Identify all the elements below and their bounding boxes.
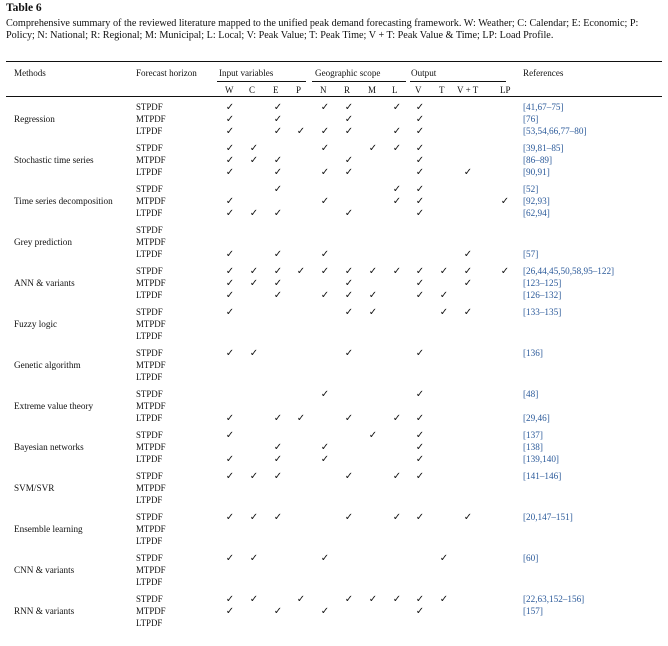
- check-mark-r: ✓: [344, 113, 354, 125]
- check-mark-v: ✓: [415, 125, 425, 137]
- horizon-cell: MTPDF: [136, 195, 166, 206]
- horizon-cell: MTPDF: [136, 523, 166, 534]
- subheader-lp: LP: [500, 85, 511, 95]
- check-mark-l: ✓: [392, 143, 402, 154]
- input-group-rule: [217, 81, 306, 82]
- check-mark-n: ✓: [320, 125, 330, 137]
- horizon-cell: MTPDF: [136, 359, 166, 370]
- horizon-cell: MTPDF: [136, 236, 166, 247]
- subheader-c: C: [249, 85, 256, 95]
- check-mark-e: ✓: [273, 266, 283, 277]
- check-mark-e: ✓: [273, 184, 283, 195]
- check-mark-r: ✓: [344, 266, 354, 277]
- check-mark-n: ✓: [320, 102, 330, 113]
- check-mark-w: ✓: [225, 277, 235, 289]
- subheader-t: T: [439, 85, 445, 95]
- check-mark-m: ✓: [368, 289, 378, 301]
- check-mark-e: ✓: [273, 166, 283, 178]
- horizon-cell: STPDF: [136, 348, 163, 358]
- check-mark-l: ✓: [392, 195, 402, 207]
- check-mark-v: ✓: [415, 594, 425, 605]
- method-name: CNN & variants: [14, 564, 75, 575]
- geo-group-rule: [312, 81, 406, 82]
- check-mark-c: ✓: [249, 512, 259, 523]
- reference-link[interactable]: [39,81–85]: [523, 143, 564, 153]
- check-mark-w: ✓: [225, 594, 235, 605]
- check-mark-w: ✓: [225, 553, 235, 564]
- check-mark-r: ✓: [344, 594, 354, 605]
- header-rule: [6, 96, 662, 97]
- method-name: Genetic algorithm: [14, 359, 81, 370]
- reference-link[interactable]: [137]: [523, 430, 543, 440]
- reference-link[interactable]: [157]: [523, 605, 543, 616]
- check-mark-l: ✓: [392, 102, 402, 113]
- horizon-cell: MTPDF: [136, 154, 166, 165]
- check-mark-w: ✓: [225, 605, 235, 617]
- check-mark-v: ✓: [415, 412, 425, 424]
- check-mark-v: ✓: [415, 289, 425, 301]
- check-mark-r: ✓: [344, 154, 354, 166]
- check-mark-l: ✓: [392, 412, 402, 424]
- horizon-cell: MTPDF: [136, 113, 166, 124]
- reference-link[interactable]: [29,46]: [523, 412, 550, 423]
- subheader-p: P: [296, 85, 302, 95]
- check-mark-t: ✓: [439, 553, 449, 564]
- check-mark-c: ✓: [249, 143, 259, 154]
- check-mark-m: ✓: [368, 266, 378, 277]
- check-mark-v: ✓: [415, 605, 425, 617]
- check-mark-e: ✓: [273, 605, 283, 617]
- check-mark-c: ✓: [249, 277, 259, 289]
- check-mark-w: ✓: [225, 307, 235, 318]
- check-mark-v: ✓: [415, 207, 425, 219]
- check-mark-w: ✓: [225, 207, 235, 219]
- check-mark-v: ✓: [415, 441, 425, 453]
- check-mark-r: ✓: [344, 289, 354, 301]
- check-mark-lp: ✓: [500, 266, 510, 277]
- reference-link[interactable]: [92,93]: [523, 195, 550, 206]
- check-mark-vt: ✓: [463, 166, 473, 178]
- reference-link[interactable]: [57]: [523, 248, 539, 259]
- check-mark-w: ✓: [225, 266, 235, 277]
- check-mark-r: ✓: [344, 412, 354, 424]
- horizon-cell: MTPDF: [136, 277, 166, 288]
- subheader-l: L: [392, 85, 398, 95]
- check-mark-l: ✓: [392, 125, 402, 137]
- check-mark-w: ✓: [225, 348, 235, 359]
- horizon-cell: STPDF: [136, 594, 163, 604]
- check-mark-m: ✓: [368, 430, 378, 441]
- check-mark-t: ✓: [439, 594, 449, 605]
- subheader-v: V: [415, 85, 422, 95]
- method-name: Ensemble learning: [14, 523, 83, 534]
- check-mark-w: ✓: [225, 471, 235, 482]
- check-mark-p: ✓: [296, 266, 306, 277]
- horizon-cell: LTPDF: [136, 576, 163, 587]
- check-mark-v: ✓: [415, 184, 425, 195]
- check-mark-l: ✓: [392, 471, 402, 482]
- horizon-cell: LTPDF: [136, 494, 163, 505]
- reference-link[interactable]: [41,67–75]: [523, 102, 564, 112]
- reference-link[interactable]: [22,63,152–156]: [523, 594, 585, 604]
- reference-link[interactable]: [126–132]: [523, 289, 562, 300]
- horizon-cell: LTPDF: [136, 125, 163, 136]
- horizon-cell: STPDF: [136, 512, 163, 522]
- check-mark-r: ✓: [344, 166, 354, 178]
- check-mark-vt: ✓: [463, 277, 473, 289]
- reference-link[interactable]: [136]: [523, 348, 543, 358]
- check-mark-e: ✓: [273, 412, 283, 424]
- check-mark-vt: ✓: [463, 266, 473, 277]
- header-input-variables: Input variables: [219, 68, 274, 78]
- reference-link[interactable]: [20,147–151]: [523, 512, 573, 522]
- check-mark-r: ✓: [344, 512, 354, 523]
- reference-link[interactable]: [26,44,45,50,58,95–122]: [523, 266, 615, 276]
- check-mark-e: ✓: [273, 248, 283, 260]
- check-mark-r: ✓: [344, 102, 354, 113]
- check-mark-n: ✓: [320, 441, 330, 453]
- check-mark-v: ✓: [415, 154, 425, 166]
- check-mark-w: ✓: [225, 113, 235, 125]
- check-mark-c: ✓: [249, 154, 259, 166]
- header-references: References: [523, 68, 564, 78]
- check-mark-p: ✓: [296, 125, 306, 137]
- reference-link[interactable]: [141–146]: [523, 471, 562, 481]
- check-mark-m: ✓: [368, 594, 378, 605]
- check-mark-e: ✓: [273, 102, 283, 113]
- check-mark-w: ✓: [225, 248, 235, 260]
- check-mark-v: ✓: [415, 113, 425, 125]
- method-name: Regression: [14, 113, 55, 124]
- horizon-cell: MTPDF: [136, 318, 166, 329]
- reference-link[interactable]: [86–89]: [523, 154, 553, 165]
- check-mark-w: ✓: [225, 143, 235, 154]
- check-mark-n: ✓: [320, 289, 330, 301]
- check-mark-v: ✓: [415, 266, 425, 277]
- horizon-cell: LTPDF: [136, 617, 163, 628]
- check-mark-t: ✓: [439, 307, 449, 318]
- horizon-cell: LTPDF: [136, 289, 163, 300]
- check-mark-vt: ✓: [463, 248, 473, 260]
- check-mark-v: ✓: [415, 195, 425, 207]
- check-mark-e: ✓: [273, 289, 283, 301]
- check-mark-vt: ✓: [463, 307, 473, 318]
- check-mark-e: ✓: [273, 207, 283, 219]
- check-mark-v: ✓: [415, 512, 425, 523]
- check-mark-n: ✓: [320, 143, 330, 154]
- method-name: Bayesian networks: [14, 441, 84, 452]
- check-mark-r: ✓: [344, 125, 354, 137]
- reference-link[interactable]: [53,54,66,77–80]: [523, 125, 587, 136]
- horizon-cell: LTPDF: [136, 248, 163, 259]
- check-mark-e: ✓: [273, 471, 283, 482]
- check-mark-r: ✓: [344, 348, 354, 359]
- horizon-cell: STPDF: [136, 102, 163, 112]
- horizon-cell: STPDF: [136, 143, 163, 153]
- subheader-w: W: [225, 85, 234, 95]
- method-name: Grey prediction: [14, 236, 72, 247]
- subheader-r: R: [344, 85, 351, 95]
- horizon-cell: MTPDF: [136, 564, 166, 575]
- method-name: Fuzzy logic: [14, 318, 58, 329]
- check-mark-w: ✓: [225, 453, 235, 465]
- check-mark-vt: ✓: [463, 512, 473, 523]
- output-group-rule: [410, 81, 506, 82]
- header-horizon: Forecast horizon: [136, 68, 197, 78]
- horizon-cell: LTPDF: [136, 453, 163, 464]
- subheader-vt: V + T: [457, 85, 479, 95]
- check-mark-l: ✓: [392, 594, 402, 605]
- check-mark-p: ✓: [296, 594, 306, 605]
- method-name: ANN & variants: [14, 277, 75, 288]
- header-geographic-scope: Geographic scope: [315, 68, 381, 78]
- check-mark-v: ✓: [415, 471, 425, 482]
- check-mark-w: ✓: [225, 512, 235, 523]
- reference-link[interactable]: [60]: [523, 553, 539, 563]
- check-mark-r: ✓: [344, 471, 354, 482]
- check-mark-m: ✓: [368, 143, 378, 154]
- check-mark-w: ✓: [225, 154, 235, 166]
- subheader-e: E: [273, 85, 279, 95]
- check-mark-v: ✓: [415, 348, 425, 359]
- subheader-n: N: [320, 85, 327, 95]
- reference-link[interactable]: [123–125]: [523, 277, 562, 288]
- check-mark-e: ✓: [273, 125, 283, 137]
- horizon-cell: STPDF: [136, 266, 163, 276]
- horizon-cell: MTPDF: [136, 441, 166, 452]
- check-mark-r: ✓: [344, 277, 354, 289]
- horizon-cell: STPDF: [136, 225, 163, 235]
- check-mark-c: ✓: [249, 471, 259, 482]
- check-mark-t: ✓: [439, 289, 449, 301]
- reference-link[interactable]: [52]: [523, 184, 539, 194]
- check-mark-m: ✓: [368, 307, 378, 318]
- check-mark-n: ✓: [320, 605, 330, 617]
- check-mark-w: ✓: [225, 289, 235, 301]
- reference-link[interactable]: [62,94]: [523, 207, 550, 218]
- check-mark-n: ✓: [320, 453, 330, 465]
- check-mark-e: ✓: [273, 154, 283, 166]
- check-mark-w: ✓: [225, 430, 235, 441]
- horizon-cell: MTPDF: [136, 605, 166, 616]
- check-mark-c: ✓: [249, 553, 259, 564]
- check-mark-n: ✓: [320, 248, 330, 260]
- table-label: Table 6: [6, 2, 42, 14]
- check-mark-v: ✓: [415, 102, 425, 113]
- horizon-cell: LTPDF: [136, 330, 163, 341]
- reference-link[interactable]: [139,140]: [523, 453, 559, 464]
- check-mark-r: ✓: [344, 307, 354, 318]
- check-mark-r: ✓: [344, 207, 354, 219]
- check-mark-w: ✓: [225, 102, 235, 113]
- check-mark-p: ✓: [296, 412, 306, 424]
- reference-link[interactable]: [48]: [523, 389, 539, 399]
- method-name: Stochastic time series: [14, 154, 94, 165]
- header-methods: Methods: [14, 68, 46, 78]
- check-mark-l: ✓: [392, 184, 402, 195]
- check-mark-w: ✓: [225, 412, 235, 424]
- check-mark-w: ✓: [225, 166, 235, 178]
- check-mark-v: ✓: [415, 453, 425, 465]
- subheader-m: M: [368, 85, 377, 95]
- check-mark-l: ✓: [392, 512, 402, 523]
- horizon-cell: LTPDF: [136, 535, 163, 546]
- check-mark-w: ✓: [225, 195, 235, 207]
- check-mark-n: ✓: [320, 166, 330, 178]
- horizon-cell: STPDF: [136, 307, 163, 317]
- horizon-cell: STPDF: [136, 430, 163, 440]
- horizon-cell: MTPDF: [136, 400, 166, 411]
- check-mark-e: ✓: [273, 441, 283, 453]
- check-mark-v: ✓: [415, 430, 425, 441]
- reference-link[interactable]: [133–135]: [523, 307, 562, 317]
- check-mark-v: ✓: [415, 389, 425, 400]
- horizon-cell: MTPDF: [136, 482, 166, 493]
- method-name: Extreme value theory: [14, 400, 94, 411]
- check-mark-c: ✓: [249, 266, 259, 277]
- check-mark-t: ✓: [439, 266, 449, 277]
- horizon-cell: STPDF: [136, 184, 163, 194]
- method-name: SVM/SVR: [14, 482, 55, 493]
- horizon-cell: LTPDF: [136, 371, 163, 382]
- check-mark-c: ✓: [249, 594, 259, 605]
- check-mark-v: ✓: [415, 277, 425, 289]
- horizon-cell: STPDF: [136, 553, 163, 563]
- check-mark-n: ✓: [320, 389, 330, 400]
- check-mark-w: ✓: [225, 125, 235, 137]
- header-output: Output: [411, 68, 437, 78]
- top-rule: [6, 61, 662, 62]
- reference-link[interactable]: [76]: [523, 113, 539, 124]
- check-mark-e: ✓: [273, 453, 283, 465]
- method-name: Time series decomposition: [14, 195, 113, 206]
- method-name: RNN & variants: [14, 605, 75, 616]
- check-mark-l: ✓: [392, 266, 402, 277]
- horizon-cell: STPDF: [136, 471, 163, 481]
- check-mark-v: ✓: [415, 143, 425, 154]
- check-mark-c: ✓: [249, 348, 259, 359]
- horizon-cell: LTPDF: [136, 207, 163, 218]
- reference-link[interactable]: [138]: [523, 441, 543, 452]
- check-mark-e: ✓: [273, 512, 283, 523]
- check-mark-lp: ✓: [500, 195, 510, 207]
- check-mark-n: ✓: [320, 195, 330, 207]
- table-caption: Comprehensive summary of the reviewed literature mapped to the unified peak demand forecasting framework. W: Weather; C: Calendar; E: Economic; P: Policy; N: National; R: Regional; M: Municipal; L: Local; V: Peak Value; T: Peak Time; V + T: Peak Value & Time; LP: Load Profile.: [6, 18, 639, 42]
- check-mark-e: ✓: [273, 113, 283, 125]
- check-mark-n: ✓: [320, 266, 330, 277]
- check-mark-n: ✓: [320, 553, 330, 564]
- check-mark-c: ✓: [249, 207, 259, 219]
- check-mark-e: ✓: [273, 277, 283, 289]
- horizon-cell: LTPDF: [136, 412, 163, 423]
- check-mark-v: ✓: [415, 166, 425, 178]
- horizon-cell: LTPDF: [136, 166, 163, 177]
- reference-link[interactable]: [90,91]: [523, 166, 550, 177]
- horizon-cell: STPDF: [136, 389, 163, 399]
